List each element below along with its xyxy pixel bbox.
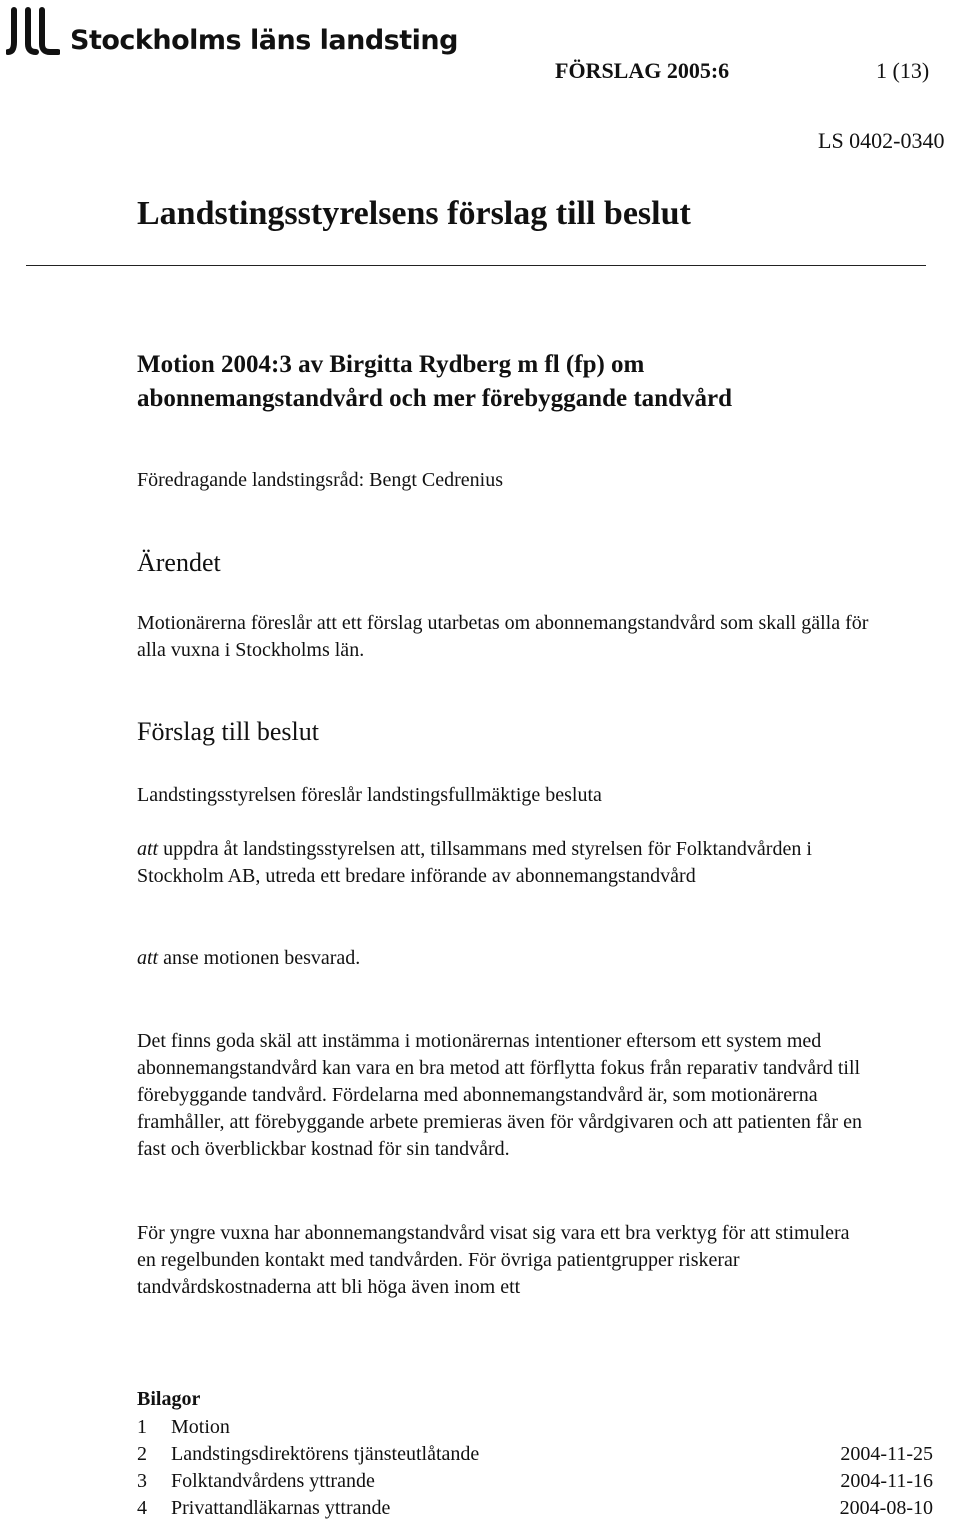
- proposal-text: anse motionen besvarad.: [163, 947, 361, 969]
- attachment-name: Landstingsdirektörens tjänsteutlåtande: [171, 1443, 480, 1465]
- attachment-item: [137, 1470, 933, 1493]
- subject-line-2: abonnemangstandvård och mer förebyggande tandvård: [137, 385, 732, 412]
- arendet-text: Motionärerna föreslår att ett förslag utarbetas om abonnemangstandvård som skall gälla för alla vuxna i Stockholms län.: [137, 612, 869, 661]
- attachments-heading: Bilagor: [137, 1388, 201, 1410]
- body-paragraph-2: För yngre vuxna har abonnemangstandvård visat sig vara ett bra verktyg för att stimulera en regelbunden kontakt med tandvården. För övriga patientgrupper riskerar tandvårdskostnaderna att bli höga även inom ett: [137, 1222, 850, 1298]
- section-heading-arendet: Ärendet: [137, 548, 221, 577]
- document-title: Landstingsstyrelsens förslag till beslut: [137, 195, 691, 232]
- landsting-emblem-icon: [6, 6, 60, 58]
- forslag-intro: Landstingsstyrelsen föreslår landstingsfullmäktige besluta: [137, 784, 602, 806]
- attachment-number: 3: [137, 1470, 147, 1492]
- proposal-item: [137, 945, 877, 972]
- attachment-date: 2004-11-16: [840, 1470, 933, 1492]
- proposal-text: uppdra åt landstingsstyrelsen att, tillsammans med styrelsen för Folktandvården i Stockholm AB, utreda ett bredare införande av abonnemangstandvård: [137, 838, 812, 887]
- attachment-name: Motion: [171, 1416, 230, 1438]
- attachment-number: 2: [137, 1443, 147, 1465]
- proposal-item: [137, 836, 867, 890]
- document-type: FÖRSLAG 2005:6: [555, 58, 730, 83]
- section-heading-forslag: Förslag till beslut: [137, 717, 319, 746]
- title-divider: [26, 265, 926, 266]
- page-number: 1 (13): [876, 58, 930, 83]
- presenter-line: Föredragande landstingsråd: Bengt Cedrenius: [137, 469, 504, 491]
- attachment-date: 2004-08-10: [839, 1497, 933, 1519]
- organization-logo: [6, 2, 458, 58]
- attachment-date: 2004-11-25: [840, 1443, 933, 1465]
- attachment-item: [137, 1416, 933, 1439]
- reference-number: LS 0402-0340: [818, 128, 945, 153]
- attachment-number: 4: [137, 1497, 147, 1519]
- attachment-number: 1: [137, 1416, 147, 1438]
- attachment-item: [137, 1497, 933, 1520]
- att-marker: att: [137, 947, 159, 969]
- subject-heading: [137, 348, 732, 416]
- attachment-item: [137, 1443, 933, 1466]
- subject-line-1: Motion 2004:3 av Birgitta Rydberg m fl (fp) om: [137, 351, 645, 378]
- att-marker: att: [137, 838, 159, 860]
- logo-text: Stockholms läns landsting: [70, 25, 458, 56]
- attachment-name: Privattandläkarnas yttrande: [171, 1497, 391, 1519]
- body-paragraph-1: Det finns goda skäl att instämma i motionärernas intentioner eftersom ett system med abonnemangstandvård kan vara en bra metod att förflytta fokus från reparativ tandvård till förebyggande tandvård. Fördelarna med abonnemangstandvård är, som motionärerna framhåller, att förebyggande arbete premieras även för vårdgivaren och att patienten får en fast och överblickbar kostnad för sin tandvård.: [137, 1030, 862, 1160]
- attachment-name: Folktandvårdens yttrande: [171, 1470, 375, 1492]
